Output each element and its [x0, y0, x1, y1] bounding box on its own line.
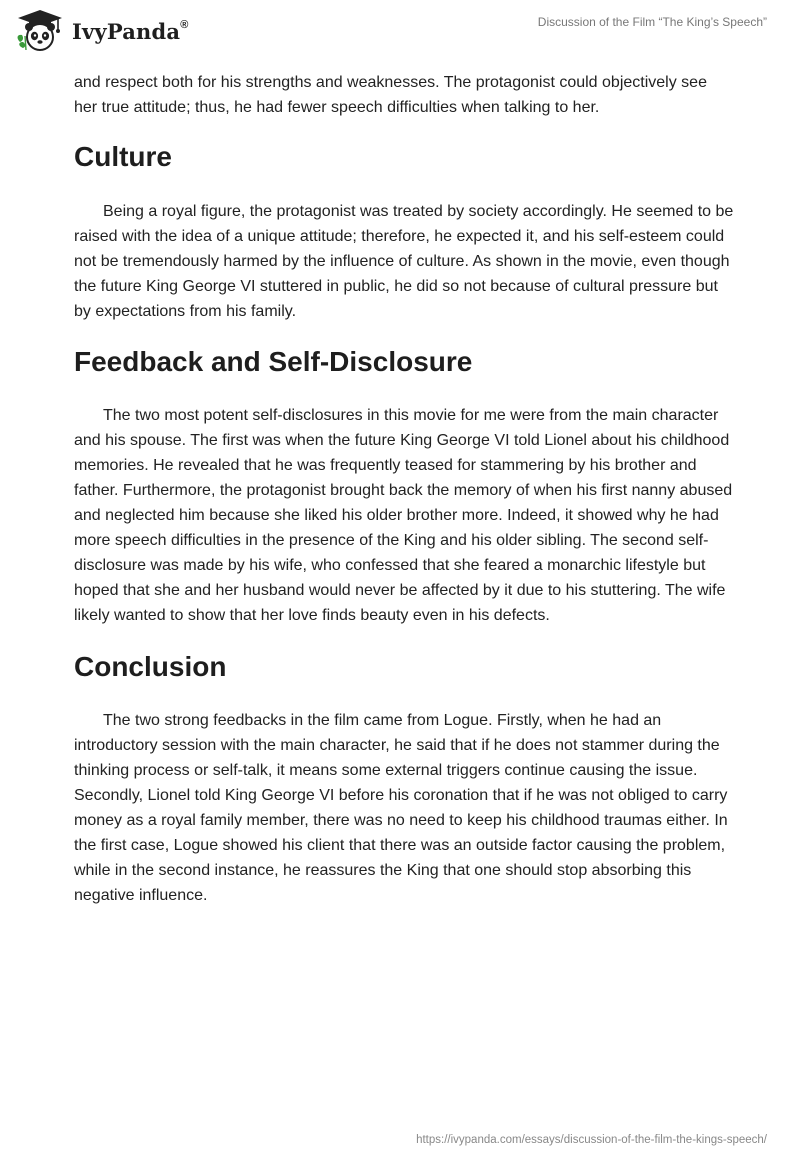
panda-graduation-cap-icon	[14, 8, 66, 52]
document-title: Discussion of the Film “The King’s Speech”	[537, 15, 767, 29]
section-heading-culture: Culture	[74, 141, 172, 172]
brand-logo[interactable]	[14, 8, 189, 52]
intro-paragraph: and respect both for his strengths and weaknesses. The protagonist could objectively see her true attitude; thus, he had fewer speech difficulties when talking to her.	[74, 74, 707, 116]
brand-name: IvyPanda®	[72, 18, 189, 44]
article-body	[74, 70, 734, 908]
footer-url-link[interactable]: https://ivypanda.com/essays/discussion-of-the-film-the-kings-speech/	[416, 1134, 767, 1146]
section-heading-conclusion: Conclusion	[74, 651, 227, 682]
section-paragraph-culture: Being a royal figure, the protagonist was treated by society accordingly. He seemed to be raised with the idea of a unique attitude; therefore, he expected it, and his self-esteem could not be tremendously harmed by the influence of culture. As shown in the movie, even though the future King George VI stuttered in public, he did so not because of cultural pressure but by expectations from his family.	[74, 203, 734, 320]
section-heading-feedback: Feedback and Self-Disclosure	[74, 346, 473, 377]
section-paragraph-conclusion: The two strong feedbacks in the film came from Logue. Firstly, when he had an introductory session with the main character, he said that if he does not stammer during the thinking process or self-talk, it means some external triggers continue causing the issue. Secondly, Lionel told King George VI before his coronation that if he was not obliged to carry money as a royal family member, there was no need to keep his childhood traumas either. In the first case, Logue showed his client that there was an outside factor causing the problem, while in the second instance, he reassures the King that one should stop absorbing this negative influence.	[74, 712, 728, 904]
section-paragraph-feedback: The two most potent self-disclosures in this movie for me were from the main character and his spouse. The first was when the future King George VI told Lionel about his childhood memories. He revealed that he was frequently teased for stammering by his brother and father. Furthermore, the protagonist brought back the memory of when his first nanny abused and neglected him because she liked his older brother more. Indeed, it showed why he had more speech difficulties in the presence of the King and his older sibling. The second self-disclosure was made by his wife, who confessed that she feared a monarchic lifestyle but hoped that she and her husband would never be affected by it due to his stuttering. The wife likely wanted to show that her love finds beauty even in his defects.	[74, 407, 733, 624]
page-header	[0, 0, 800, 60]
